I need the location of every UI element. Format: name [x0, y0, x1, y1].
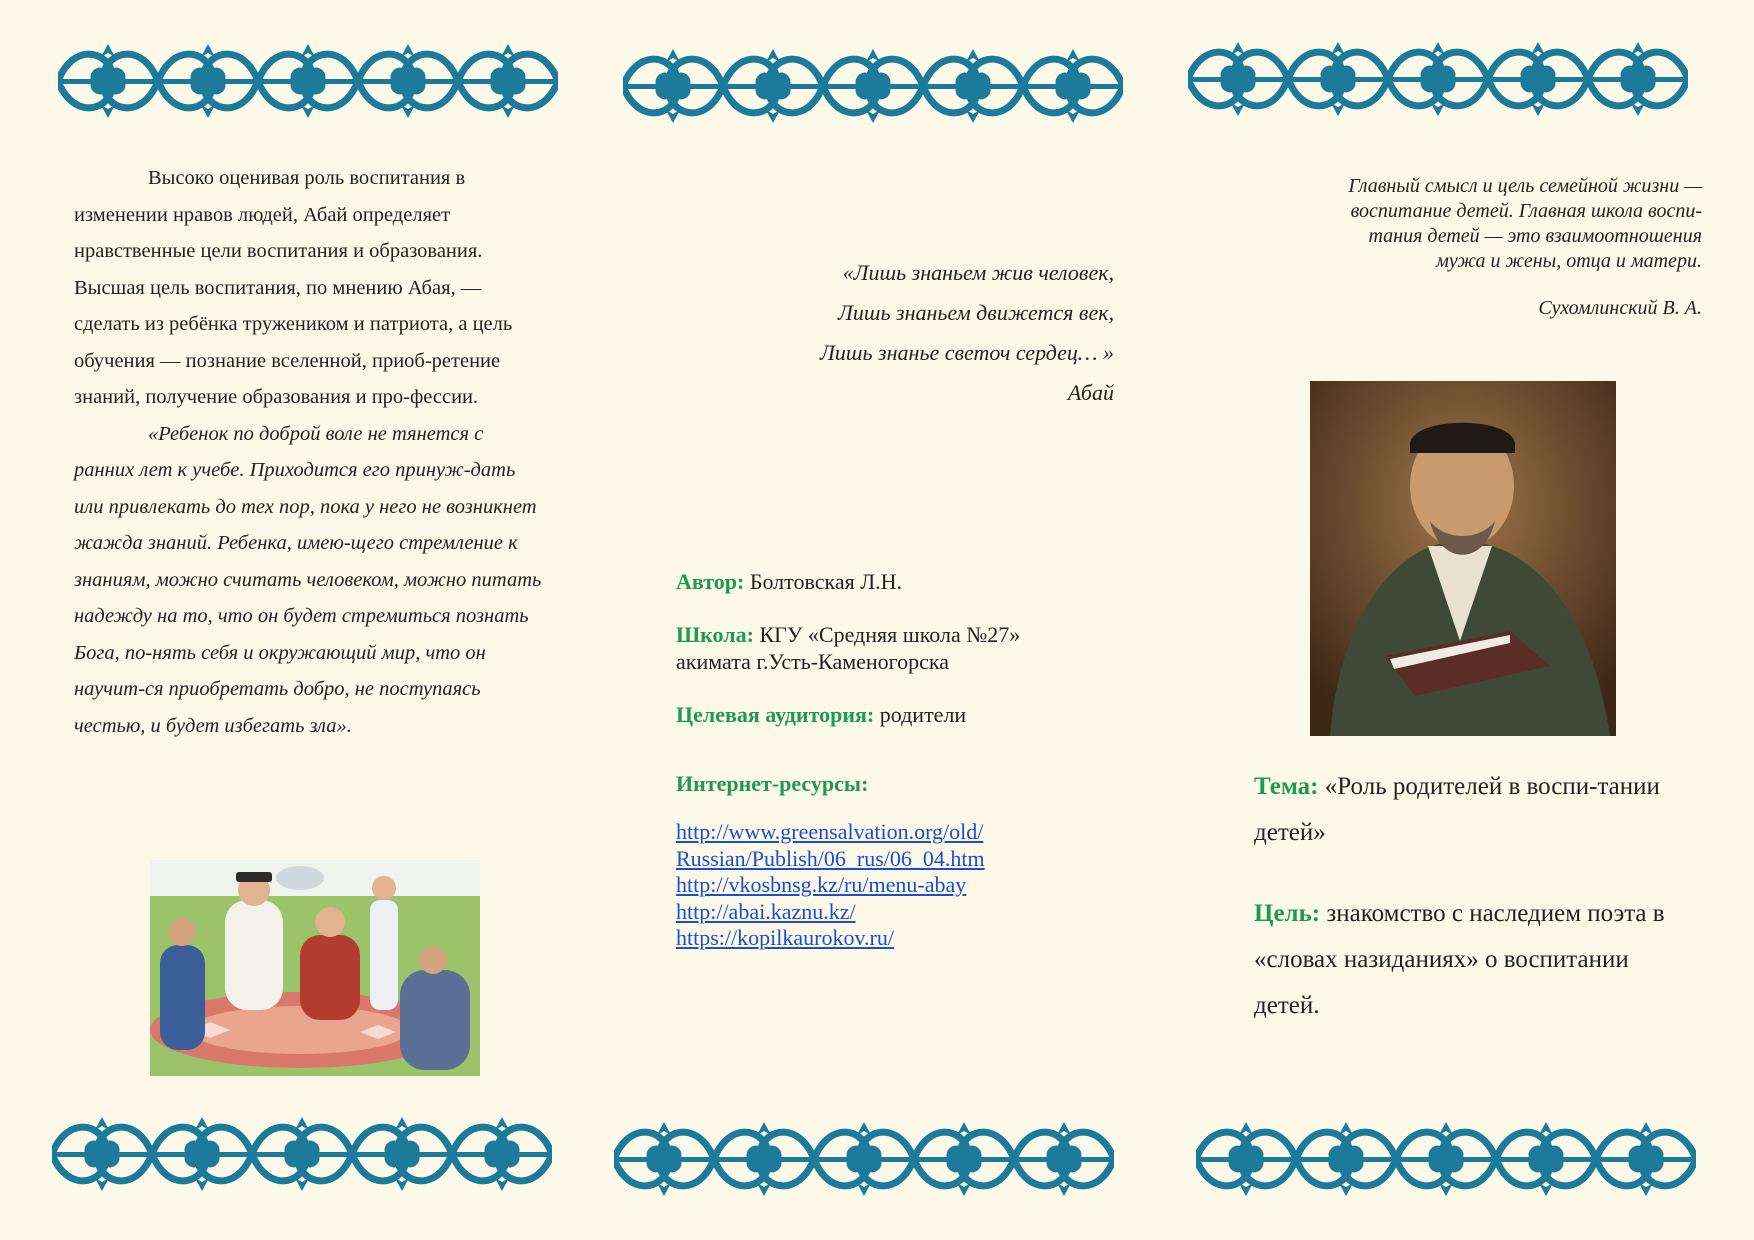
resource-link[interactable]: Russian/Publish/06_rus/06_04.htm	[676, 845, 985, 871]
panel-left	[74, 160, 544, 744]
theme-goal-block	[1254, 764, 1694, 1029]
ornament-top-center	[623, 45, 1123, 127]
author-line: Автор: Болтовская Л.Н.	[676, 569, 903, 594]
school-line-2: акимата г.Усть-Каменогорска	[676, 649, 950, 674]
info-block	[676, 568, 1116, 952]
sukhomlinsky-quote: Главный смысл и цель семейной жизни — воспитание детей. Главная школа воспи- тания детей — это взаимоотношения мужа и жены, отца и матери. Сухомлинский В. А.	[1250, 174, 1702, 321]
goal-line: Цель: знакомство с наследием поэта в «словах назиданиях» о воспитании детей.	[1254, 900, 1665, 1019]
abai-quote-paragraph: «Ребенок по доброй воле не тянется с ранних лет к учебе. Приходится его принуж-дать или привлекать до тех пор, пока у него не возникнет жажда знаний. Ребенка, имею-щего стремление к знаниям, можно считать человеком, можно питать надежду на то, что он будет стремиться познать Бога, по-нять себя и окружающий мир, что он научит-ся приобретать добро, не поступаясь честью, и будет избегать зла».	[74, 422, 542, 737]
quote-author: Сухомлинский В. А.	[1538, 297, 1702, 319]
school-line: Школа: КГУ «Средняя школа №27»	[676, 622, 1021, 647]
resource-link[interactable]: http://vkosbnsg.kz/ru/menu-abay	[676, 872, 967, 897]
ornament-top-right	[1188, 38, 1688, 120]
intro-paragraph: Высоко оценивая роль воспитания в изменении нравов людей, Абай определяет нравственные цели воспитания и образования. Высшая цель воспитания, по мнению Абая, — сделать из ребёнка тружеником и патриота, а цель обучения — познание вселенной, приоб-ретение знаний, получение образования и про-фессии.	[74, 167, 513, 408]
resource-link[interactable]: http://www.greensalvation.org/old/	[676, 819, 984, 844]
resource-links	[676, 819, 1116, 952]
abai-portrait	[1310, 381, 1616, 736]
quote-author: Абай	[1067, 380, 1114, 405]
ornament-bottom-left	[52, 1113, 552, 1195]
ornament-bottom-center	[614, 1118, 1114, 1200]
audience-line: Целевая аудитория: родители	[676, 702, 967, 727]
resource-link[interactable]: https://kopilkaurokov.ru/	[676, 925, 894, 950]
resource-link[interactable]: http://abai.kaznu.kz/	[676, 898, 856, 924]
theme-line: Тема: «Роль родителей в воспи-тании детей»	[1254, 773, 1660, 846]
ornament-bottom-right	[1196, 1118, 1696, 1200]
resources-heading: Интернет-ресурсы:	[676, 771, 869, 796]
ornament-top-left	[58, 40, 558, 122]
abai-with-people-illustration	[150, 860, 480, 1076]
abai-quote: «Лишь знаньем жив человек, Лишь знаньем движется век, Лишь знанье светоч сердец… » Абай	[700, 253, 1114, 413]
